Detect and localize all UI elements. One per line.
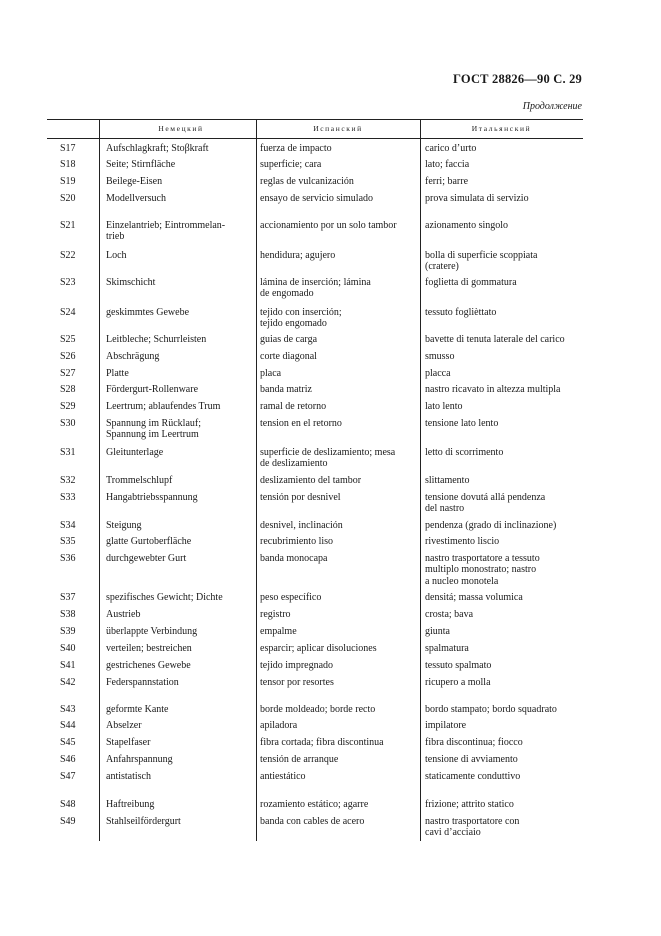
term-code: S27 xyxy=(60,368,76,379)
term-italian: tensione dovutá allá pendenza del nastro xyxy=(425,492,546,515)
term-spanish: banda matriz xyxy=(260,384,312,395)
term-german: Einzelantrieb; Eintrommelan- trieb xyxy=(106,220,226,243)
term-german: verteilen; bestreichen xyxy=(106,643,192,654)
term-code: S19 xyxy=(60,176,76,187)
term-italian: carico d’urto xyxy=(425,143,477,154)
column-divider xyxy=(256,119,257,841)
term-spanish: tejido impregnado xyxy=(260,660,334,671)
term-code: S49 xyxy=(60,816,76,827)
term-german: überlappte Verbindung xyxy=(106,626,198,637)
term-german: Federspannstation xyxy=(106,677,179,688)
term-german: glatte Gurtoberfläche xyxy=(106,536,192,547)
term-spanish: placa xyxy=(260,368,282,379)
term-italian: densitá; massa volumica xyxy=(425,592,523,603)
column-header-german: Немецкий xyxy=(158,124,204,133)
term-code: S42 xyxy=(60,677,76,688)
term-german: Leertrum; ablaufendes Trum xyxy=(106,401,221,412)
term-german: Stapelfaser xyxy=(106,737,151,748)
term-spanish: antiestático xyxy=(260,771,306,782)
term-code: S28 xyxy=(60,384,76,395)
term-italian: nastro trasportatore a tessuto multiplo monostrato; nastro a nucleo monotela xyxy=(425,553,540,587)
term-spanish: accionamiento por un solo tambor xyxy=(260,220,397,231)
term-code: S37 xyxy=(60,592,76,603)
term-italian: frizione; attrito statico xyxy=(425,799,514,810)
term-italian: placca xyxy=(425,368,451,379)
term-german: Anfahrspannung xyxy=(106,754,173,765)
term-code: S43 xyxy=(60,704,76,715)
term-italian: letto di scorrimento xyxy=(425,447,504,458)
term-spanish: borde moldeado; borde recto xyxy=(260,704,376,715)
term-italian: bordo stampato; bordo squadrato xyxy=(425,704,557,715)
term-spanish: desnivel, inclinación xyxy=(260,520,343,531)
term-german: antistatisch xyxy=(106,771,151,782)
term-code: S17 xyxy=(60,143,76,154)
term-italian: ferri; barre xyxy=(425,176,469,187)
term-italian: smusso xyxy=(425,351,455,362)
term-italian: pendenza (grado di inclinazione) xyxy=(425,520,557,531)
term-code: S39 xyxy=(60,626,76,637)
term-italian: prova simulata di servizio xyxy=(425,193,529,204)
term-code: S33 xyxy=(60,492,76,503)
term-spanish: banda monocapa xyxy=(260,553,328,564)
term-spanish: reglas de vulcanización xyxy=(260,176,354,187)
term-code: S48 xyxy=(60,799,76,810)
term-german: durchgewebter Gurt xyxy=(106,553,187,564)
term-code: S35 xyxy=(60,536,76,547)
term-italian: tessuto foglièttato xyxy=(425,307,497,318)
term-italian: tensione di avviamento xyxy=(425,754,518,765)
term-italian: bavette di tenuta laterale del carico xyxy=(425,334,565,345)
term-german: Leitbleche; Schurrleisten xyxy=(106,334,207,345)
term-italian: azionamento singolo xyxy=(425,220,509,231)
table-header-rule xyxy=(47,138,583,139)
term-german: Loch xyxy=(106,250,127,261)
term-code: S31 xyxy=(60,447,76,458)
term-spanish: recubrimiento liso xyxy=(260,536,334,547)
term-spanish: fibra cortada; fibra discontinua xyxy=(260,737,384,748)
term-spanish: fuerza de impacto xyxy=(260,143,332,154)
term-spanish: esparcir; aplicar disoluciones xyxy=(260,643,377,654)
term-code: S25 xyxy=(60,334,76,345)
term-german: Abselzer xyxy=(106,720,142,731)
term-german: Haftreibung xyxy=(106,799,155,810)
continuation-label: Продолжение xyxy=(522,101,582,112)
term-spanish: hendidura; agujero xyxy=(260,250,336,261)
column-divider xyxy=(420,119,421,841)
term-german: Aufschlagkraft; Stoβkraft xyxy=(106,143,209,154)
term-italian: rivestimento liscio xyxy=(425,536,500,547)
term-code: S20 xyxy=(60,193,76,204)
term-italian: tensione lato lento xyxy=(425,418,499,429)
term-italian: impilatore xyxy=(425,720,467,731)
term-italian: lato lento xyxy=(425,401,463,412)
term-italian: giunta xyxy=(425,626,450,637)
term-italian: lato; faccia xyxy=(425,159,470,170)
term-code: S30 xyxy=(60,418,76,429)
term-italian: slittamento xyxy=(425,475,470,486)
term-spanish: rozamiento estático; agarre xyxy=(260,799,369,810)
term-german: Trommelschlupf xyxy=(106,475,173,486)
term-code: S41 xyxy=(60,660,76,671)
column-header-italian: Итальянский xyxy=(471,124,532,133)
term-german: Abschrägung xyxy=(106,351,160,362)
term-code: S45 xyxy=(60,737,76,748)
term-spanish: superficie de deslizamiento; mesa de deslizamiento xyxy=(260,447,396,470)
term-spanish: tejido con inserción; tejido engomado xyxy=(260,307,342,330)
term-german: spezifisches Gewicht; Dichte xyxy=(106,592,223,603)
term-spanish: guias de carga xyxy=(260,334,318,345)
term-spanish: tensión de arranque xyxy=(260,754,339,765)
term-code: S38 xyxy=(60,609,76,620)
term-spanish: ramal de retorno xyxy=(260,401,327,412)
term-german: geskimmtes Gewebe xyxy=(106,307,190,318)
term-code: S22 xyxy=(60,250,76,261)
term-code: S34 xyxy=(60,520,76,531)
term-german: Austrieb xyxy=(106,609,141,620)
term-code: S18 xyxy=(60,159,76,170)
term-spanish: tensión por desnivel xyxy=(260,492,341,503)
term-italian: spalmatura xyxy=(425,643,469,654)
term-spanish: apiladora xyxy=(260,720,298,731)
term-italian: nastro ricavato in altezza multipla xyxy=(425,384,561,395)
term-german: Modellversuch xyxy=(106,193,166,204)
term-code: S40 xyxy=(60,643,76,654)
term-german: Hangabtriebsspannung xyxy=(106,492,198,503)
term-german: Spannung im Rücklauf; Spannung im Leertrum xyxy=(106,418,201,441)
term-italian: foglietta di gommatura xyxy=(425,277,517,288)
term-spanish: peso específico xyxy=(260,592,322,603)
term-german: Skimschicht xyxy=(106,277,156,288)
term-spanish: banda con cables de acero xyxy=(260,816,365,827)
term-spanish: tension en el retorno xyxy=(260,418,342,429)
term-code: S36 xyxy=(60,553,76,564)
term-german: Platte xyxy=(106,368,129,379)
term-code: S21 xyxy=(60,220,76,231)
term-german: Beilege-Eisen xyxy=(106,176,163,187)
column-header-spanish: Испанский xyxy=(313,124,363,133)
term-spanish: ensayo de servicio simulado xyxy=(260,193,374,204)
term-code: S24 xyxy=(60,307,76,318)
term-spanish: registro xyxy=(260,609,291,620)
page-header: ГОСТ 28826—90 С. 29 xyxy=(453,72,582,86)
term-code: S32 xyxy=(60,475,76,486)
term-code: S47 xyxy=(60,771,76,782)
term-italian: tessuto spalmato xyxy=(425,660,492,671)
term-code: S26 xyxy=(60,351,76,362)
term-german: Fördergurt-Rollenware xyxy=(106,384,199,395)
term-code: S46 xyxy=(60,754,76,765)
term-italian: fibra discontinua; fiocco xyxy=(425,737,523,748)
term-spanish: tensor por resortes xyxy=(260,677,334,688)
term-italian: nastro trasportatore con cavi d’acciaio xyxy=(425,816,520,839)
term-spanish: lámina de inserción; lámina de engomado xyxy=(260,277,371,300)
term-spanish: corte diagonal xyxy=(260,351,317,362)
term-german: Stahlseilfördergurt xyxy=(106,816,181,827)
term-spanish: deslizamiento del tambor xyxy=(260,475,362,486)
term-spanish: superficie; cara xyxy=(260,159,322,170)
term-german: gestrichenes Gewebe xyxy=(106,660,191,671)
term-italian: bolla di superficie scoppiata (cratere) xyxy=(425,250,538,273)
term-german: geformte Kante xyxy=(106,704,169,715)
term-code: S44 xyxy=(60,720,76,731)
term-spanish: empalme xyxy=(260,626,297,637)
term-code: S23 xyxy=(60,277,76,288)
term-code: S29 xyxy=(60,401,76,412)
term-german: Seite; Stirnfläche xyxy=(106,159,176,170)
term-italian: staticamente conduttivo xyxy=(425,771,521,782)
term-italian: crosta; bava xyxy=(425,609,474,620)
term-german: Gleitunterlage xyxy=(106,447,164,458)
term-italian: ricupero a molla xyxy=(425,677,491,688)
term-german: Steigung xyxy=(106,520,142,531)
